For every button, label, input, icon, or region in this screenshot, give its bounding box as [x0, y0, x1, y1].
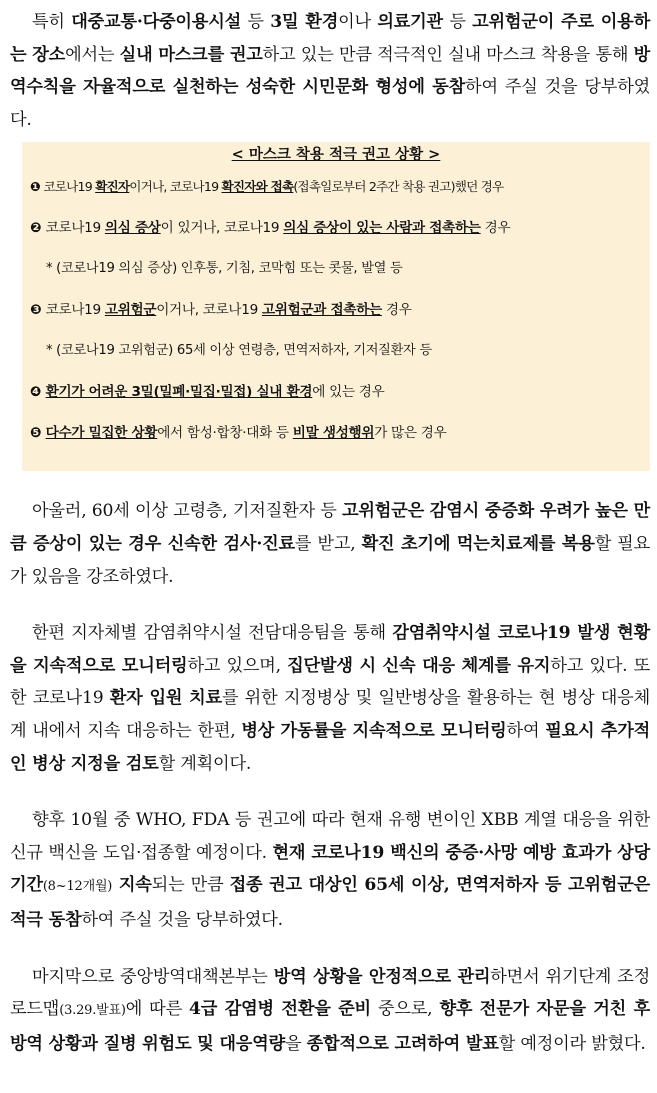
- text-segment: (접촉일로부터 2주간 착용 권고)했던 경우: [293, 179, 504, 195]
- text-segment: * (코로나19 의심 증상) 인후통, 기침, 코막힘 또는 콧물, 발열 등: [46, 261, 403, 277]
- underlined-text: 고위험군: [104, 302, 157, 319]
- text-segment: 할 계획이다.: [158, 753, 252, 774]
- bold-text: 고위험군이 주로 이용하는 장소: [10, 12, 650, 65]
- bold-text: 필요시 추가적인 병상 지정을 검토: [10, 720, 651, 774]
- text-segment: 하고 있는 만큼 적극적인 실내 마스크 착용을 통해: [262, 44, 634, 65]
- bold-text: ❹: [30, 384, 46, 401]
- text-segment: 경우: [480, 220, 511, 237]
- text-segment: 경우: [381, 302, 412, 319]
- text-segment: 를 받고,: [294, 533, 362, 554]
- text-segment: 코로나19: [43, 179, 96, 195]
- bold-text: 방역수칙을 자율적으로 실천하는 성숙한 시민문화 형성에 동참: [10, 44, 650, 98]
- bold-text: 확진 초기에 먹는치료제를 복용: [361, 533, 595, 554]
- bold-text: 방역 상황을 안정적으로 관리: [273, 966, 491, 987]
- box-note: [22, 260, 650, 278]
- bold-text: 감염취약시설 코로나19 발생 현황을 지속적으로 모니터링: [10, 623, 650, 676]
- text-segment: 코로나19: [45, 220, 105, 237]
- box-item: [22, 383, 650, 401]
- bold-text: 종합적으로 고려하여 발표: [306, 1033, 499, 1054]
- paragraph-vulnerable-facilities: [10, 617, 650, 780]
- text-segment: 하여 주실 것을 당부하였다.: [10, 77, 650, 130]
- box-item: [22, 178, 650, 196]
- text-segment: 이거나, 코로나19: [156, 302, 262, 319]
- bold-text: 환자 입원 치료: [109, 688, 222, 709]
- underlined-text: 다수가 밀집한 상황: [45, 425, 158, 442]
- text-segment: 향후 10월 중 WHO, FDA 등 권고에 따라 현재 유행 변이인 XBB 계열 대응을 위한 신규 백신을 도입·접종할 예정이다.: [10, 810, 650, 863]
- box-title: < 마스크 착용 적극 권고 상황 >: [231, 146, 441, 164]
- text-segment: 하면서 위기단계 조정 로드맵: [10, 966, 650, 1020]
- text-segment: 하고 있으며,: [187, 655, 288, 676]
- bold-text: 향후 전문가 자문을 거친 후 방역 상황과 질병 위험도 및 대응역량: [10, 999, 650, 1054]
- text-segment: 을: [284, 1033, 307, 1054]
- box-item: [22, 301, 650, 319]
- text-segment: 할 필요가 있음을 강조하였다.: [10, 533, 650, 587]
- text-segment: 등: [241, 12, 271, 32]
- text-segment: 할 예정이라 밝혔다.: [498, 1033, 646, 1054]
- box-item: [22, 219, 650, 237]
- text-segment: 이나: [338, 12, 378, 32]
- text-segment: 하여: [506, 720, 546, 741]
- paragraph-mask-recommendation: [10, 6, 650, 136]
- text-segment: (8~12개월): [42, 879, 113, 895]
- text-segment: 이 있거나, 코로나19: [160, 220, 284, 237]
- underlined-text: 의심 증상이 있는 사람과 접촉하는: [283, 220, 481, 237]
- box-item: [22, 424, 650, 442]
- underlined-text: 환기가 어려운 3밀(밀폐·밀집·밀접) 실내 환경: [45, 384, 313, 401]
- box-note: [22, 342, 650, 360]
- text-segment: 코로나19: [45, 302, 105, 319]
- bold-text: 현재 코로나19 백신의 중증·사망 예방 효과가 상당 기간: [10, 842, 650, 896]
- text-segment: 아울러, 60세 이상 고령층, 기저질환자 등: [32, 501, 342, 522]
- bold-text: 집단발생 시 신속 대응 체계를 유지: [287, 655, 551, 676]
- text-segment: 특히: [32, 12, 72, 32]
- text-segment: 에 따른: [125, 999, 189, 1020]
- paragraph-high-risk-group: [10, 495, 650, 593]
- text-segment: 중으로,: [370, 999, 440, 1020]
- text-segment: 하고 있다. 또한 코로나19: [10, 655, 650, 709]
- underlined-text: 의심 증상: [104, 220, 161, 237]
- underlined-text: 고위험군과 접촉하는: [261, 302, 382, 319]
- text-segment: 가 많은 경우: [374, 425, 447, 442]
- text-segment: (3.29.발표): [59, 1003, 126, 1019]
- bold-text: 실내 마스크를 권고: [119, 44, 263, 65]
- text-segment: 하여 주실 것을 당부하였다.: [81, 909, 283, 930]
- bold-text: 접종 권고 대상인 65세 이상, 면역저하자 등 고위험군은 적극 동참: [10, 875, 651, 930]
- text-segment: 등: [442, 12, 473, 32]
- paragraph-roadmap: [10, 961, 650, 1061]
- text-segment: 에서 함성·합창·대화 등: [157, 425, 293, 442]
- bold-text: 대중교통·다중이용시설: [71, 12, 242, 32]
- bold-text: ❷: [30, 220, 46, 237]
- paragraph-new-vaccine: [10, 804, 650, 936]
- underlined-text: 확진자와 접촉: [221, 179, 294, 195]
- bold-text: ❺: [30, 425, 46, 442]
- text-segment: 되는 만큼: [151, 875, 230, 896]
- bold-text: 병상 가동률을 지속적으로 모니터링: [241, 720, 507, 741]
- underlined-text: 확진자: [95, 179, 130, 195]
- bold-text: 의료기관: [377, 12, 443, 32]
- bold-text: 4급 감염병 전환을 준비: [189, 999, 371, 1020]
- box-items: [22, 178, 650, 442]
- underlined-text: 비말 생성행위: [292, 425, 375, 442]
- bold-text: ❸: [30, 302, 46, 319]
- text-segment: 에서는: [65, 44, 120, 65]
- mask-situation-box: [22, 142, 650, 471]
- text-segment: * (코로나19 고위험군) 65세 이상 연령층, 면역저하자, 기저질환자 등: [46, 343, 432, 359]
- text-segment: 마지막으로 중앙방역대책본부는: [32, 966, 274, 987]
- bold-text: 지속: [112, 875, 152, 896]
- bold-text: 3밀 환경: [270, 12, 339, 32]
- text-segment: 를 위한 지정병상 및 일반병상을 활용하는 현 병상 대응체계 내에서 지속 대응하는 한편,: [10, 688, 650, 741]
- text-segment: 한편 지자체별 감염취약시설 전담대응팀을 통해: [32, 623, 393, 644]
- text-segment: 이거나, 코로나19: [129, 179, 222, 195]
- bold-text: 고위험군은 감염시 중증화 우려가 높은 만큼 증상이 있는 경우 신속한 검사·진료: [10, 501, 650, 554]
- document-body: [10, 6, 650, 1060]
- bold-text: ❶: [30, 179, 44, 195]
- text-segment: 에 있는 경우: [312, 384, 385, 401]
